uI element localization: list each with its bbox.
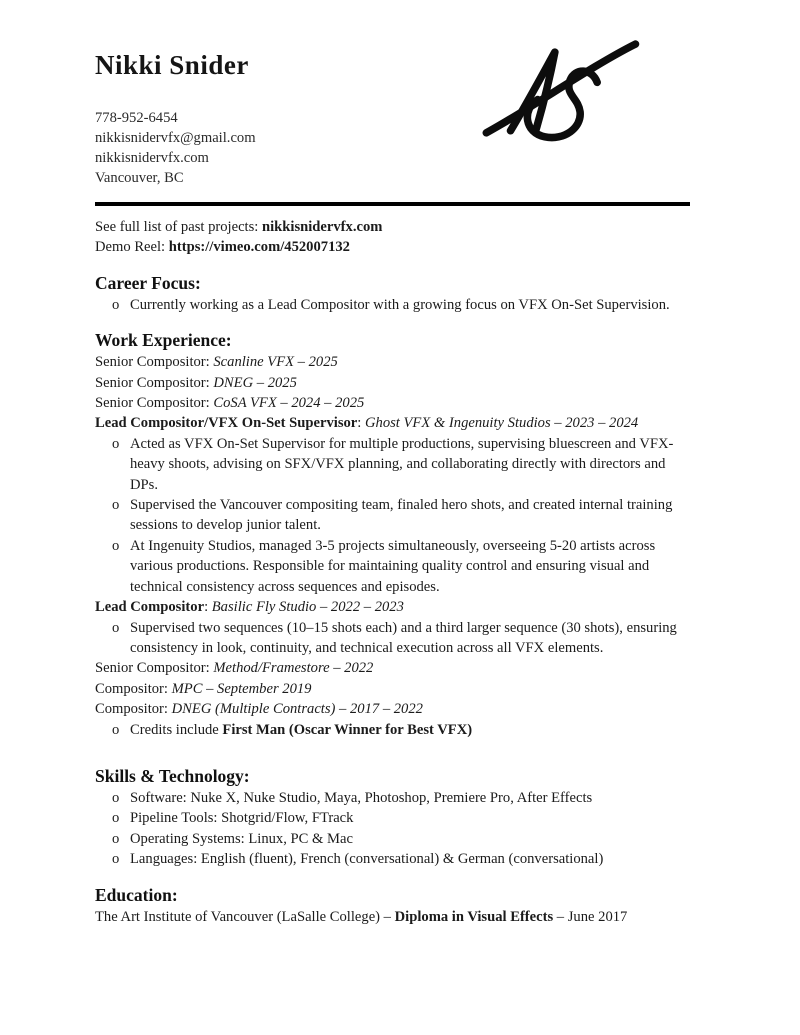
bullet-marker: o [112,789,120,806]
list-item [95,849,693,869]
list-item [95,618,693,659]
job-role: Compositor: [95,701,172,718]
job-bullet: Supervised two sequences (10–15 shots each) and a third larger sequence (30 shots), ensuring consistency in look, continuity, and technical execution across all VFX elements. [130,619,677,656]
job-role: Lead Compositor/VFX On-Set Supervisor [95,415,358,432]
resume-header [95,50,693,206]
demo-reel-link[interactable]: https://vimeo.com/452007132 [168,239,350,256]
job-role: Senior Compositor: [95,374,214,391]
section-skills [95,764,693,870]
list-item [95,788,693,808]
bullet-marker: o [112,810,120,827]
education-heading: Education: [95,884,178,905]
bullet-marker: o [112,435,120,452]
bullet-marker: o [112,497,120,514]
skills-bullet-os: Operating Systems: Linux, PC & Mac [130,830,353,847]
work-entry [95,352,693,372]
skills-bullet-languages: Languages: English (fluent), French (conversational) & German (conversational) [130,851,604,868]
skills-bullet-software: Software: Nuke X, Nuke Studio, Maya, Photoshop, Premiere Pro, After Effects [130,789,593,806]
location-text: Vancouver, BC [95,170,184,186]
job-place: Basilic Fly Studio – 2022 – 2023 [211,599,404,616]
credit-highlight: First Man (Oscar Winner for Best VFX) [222,721,473,738]
list-item [95,808,693,828]
section-career-focus [95,271,693,315]
role-separator: : [357,415,365,432]
section-work-experience [95,328,693,740]
list-item [95,829,693,849]
job-bullet: Supervised the Vancouver compositing team, finaled hero shots, and created internal training sessions to develop junior talent. [130,497,673,534]
education-school: The Art Institute of Vancouver (LaSalle College) – [95,908,395,925]
email-address[interactable]: nikkisnidervfx@gmail.com [95,130,256,146]
job-place: Scanline VFX – 2025 [213,354,338,371]
job-place: DNEG – 2025 [213,374,297,391]
work-entry [95,699,693,719]
ns-signature-logo [478,34,670,160]
work-entry [95,597,693,617]
job-place: Method/Framestore – 2022 [213,660,374,677]
demo-prefix: Demo Reel: [95,239,169,256]
job-role: Compositor: [95,680,172,697]
list-item [95,434,693,495]
work-entry [95,413,693,433]
career-focus-bullet: Currently working as a Lead Compositor with a growing focus on VFX On-Set Supervision. [130,296,670,313]
bullet-marker: o [112,721,120,738]
list-item [95,720,693,740]
job-place: MPC – September 2019 [171,680,312,697]
work-experience-heading: Work Experience: [95,330,232,351]
education-diploma: Diploma in Visual Effects [394,908,554,925]
role-separator: : [204,599,212,616]
job-role: Lead Compositor [95,599,205,616]
list-item [95,495,693,536]
website-url[interactable]: nikkisnidervfx.com [95,150,209,166]
bullet-marker: o [112,537,120,554]
intro-links [95,217,693,258]
list-item [95,295,693,315]
job-place: CoSA VFX – 2024 – 2025 [213,395,365,412]
career-focus-heading: Career Focus: [95,272,201,293]
phone-number: 778-952-6454 [95,110,178,126]
education-line [95,907,693,927]
work-entry [95,393,693,413]
name-title: Nikki Snider [95,50,249,80]
job-role: Senior Compositor: [95,395,214,412]
work-entry [95,373,693,393]
bullet-marker: o [112,619,120,636]
credit-prefix: Credits include [130,721,223,738]
job-role: Senior Compositor: [95,354,214,371]
job-bullet: Acted as VFX On-Set Supervisor for multiple productions, supervising bluescreen and VFX-heavy shoots, advising on SFX/VFX planning, and collaborating directly with directors and DPs. [130,435,674,493]
projects-link[interactable]: nikkisnidervfx.com [262,219,383,235]
projects-prefix: See full list of past projects: [95,219,262,235]
projects-line [95,217,693,237]
section-education [95,883,693,927]
job-role: Senior Compositor: [95,660,214,677]
work-entry [95,679,693,699]
job-place: DNEG (Multiple Contracts) – 2017 – 2022 [171,701,423,718]
bullet-marker: o [112,296,120,313]
job-place: Ghost VFX & Ingenuity Studios – 2023 – 2024 [365,415,639,432]
bullet-marker: o [112,851,120,868]
education-date: – June 2017 [553,908,628,925]
job-bullet [130,720,693,740]
header-divider [95,202,690,206]
skills-heading: Skills & Technology: [95,765,250,786]
bullet-marker: o [112,830,120,847]
skills-bullet-pipeline: Pipeline Tools: Shotgrid/Flow, FTrack [130,810,354,827]
job-bullet: At Ingenuity Studios, managed 3-5 projects simultaneously, overseeing 5-20 artists across various productions. Responsible for maintaining quality control and ensuring visual and technical consistency across sequences and episodes. [130,537,656,595]
work-entry [95,658,693,678]
list-item [95,536,693,597]
demo-reel-line [95,237,693,257]
